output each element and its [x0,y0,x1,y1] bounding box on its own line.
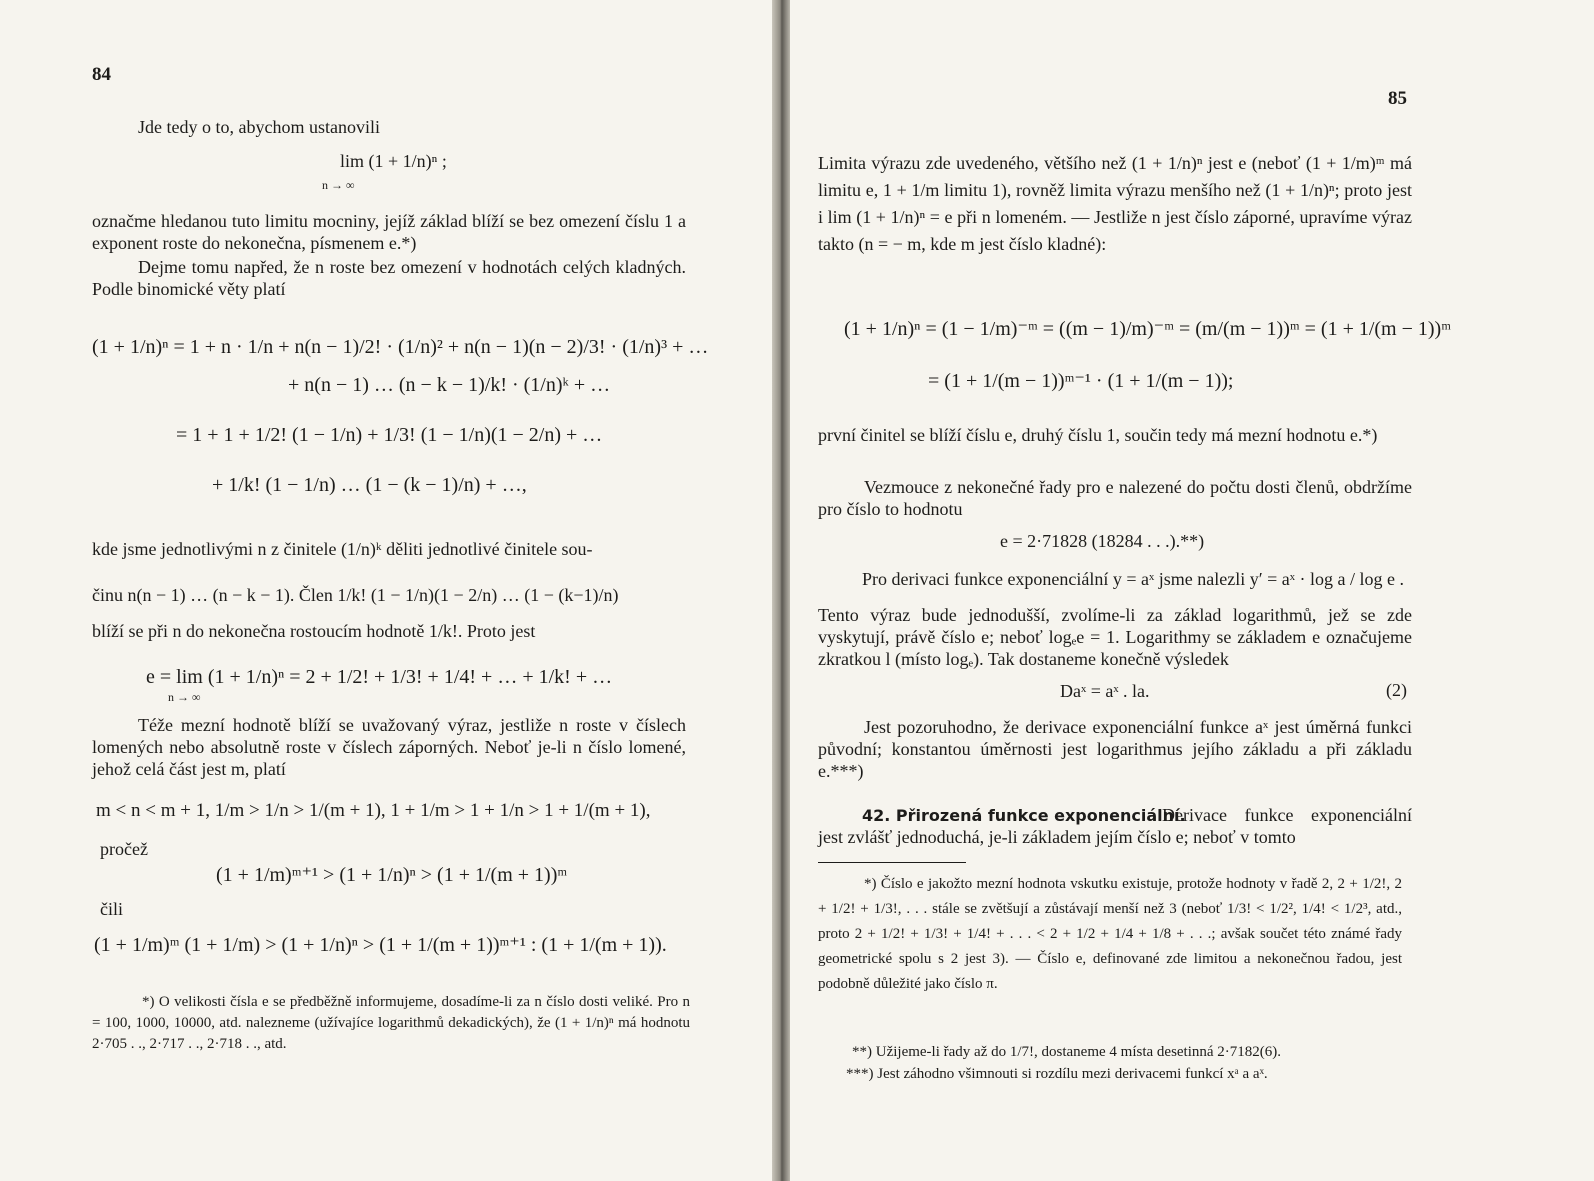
paragraph-line: kde jsme jednotlivými n z činitele (1/n)ᵏ děliti jednotlivé činitele sou- [92,539,593,559]
inequality-line: (1 + 1/m)ᵐ (1 + 1/m) > (1 + 1/n)ⁿ > (1 + 1/(m + 1))ᵐ⁺¹ : (1 + 1/(m + 1)). [94,934,667,956]
page-number: 84 [92,64,111,85]
footnote: *) Číslo e jakožto mezní hodnota vskutku existuje, protože hodnoty v řadě 2, 2 + 1/2!, 2 + 1/2! + 1/3!, . . . stále se zvětšují a zůstávají menší než 3 (neboť 1/3! < 1/2², 1/4! < 1/2³, atd., proto 2 + 1/2! + 1/3! + 1/4! + . . . < 2 + 1/2 + 1/4 + 1/8 + . . .; avšak součet této známé řady geometrické spolu s 2 jest 3). — Číslo e, definované zde limitou a nekonečnou řadou, jest podobně důležité jako číslo π. [818,876,1402,992]
paragraph: první činitel se blíží číslu e, druhý číslu 1, součin tedy má mezní hodnotu e.*) [818,425,1378,445]
inequality-line: m < n < m + 1, 1/m > 1/n > 1/(m + 1), 1 + 1/m > 1 + 1/n > 1 + 1/(m + 1), [96,800,651,821]
book-gutter [772,0,790,1181]
page-number: 85 [1388,88,1407,109]
equation-limit: lim (1 + 1/n)ⁿ ; [340,151,447,171]
paragraph: Dejme tomu napřed, že n roste bez omezení v hodnotách celých kladných. Podle binomické věty platí [92,257,686,299]
paragraph: Tento výraz bude jednodušší, zvolíme-li za základ logarithmů, jež se zde vyskytují, právě číslo e; neboť logₑe = 1. Logarithmy se základem e označujeme zkratkou l (místo logₑ). Tak dostaneme konečně výsledek [818,605,1412,669]
section-title: 42. Přirozená funkce exponenciální. [862,806,1186,825]
equation-negative-n-line: = (1 + 1/(m − 1))ᵐ⁻¹ · (1 + 1/(m − 1)); [928,370,1234,392]
equation-limit-subscript: n → ∞ [322,178,355,192]
footnote: ***) Jest záhodno všimnouti si rozdílu mezi derivacemi funkcí xᵃ a aˣ. [846,1066,1268,1082]
paragraph-line: Pro derivaci funkce exponenciální y = aˣ jsme nalezli y′ = aˣ · log a / log e . [862,569,1404,589]
equation-number: (2) [1386,680,1407,700]
paragraph: Jest pozoruhodno, že derivace exponenciální funkce aˣ jest úměrná funkci původní; konstantou úměrnosti jest logarithmus jejího základu a při základu e.***) [818,717,1412,781]
paragraph-line: činu n(n − 1) … (n − k − 1). Člen 1/k! (1 − 1/n)(1 − 2/n) … (1 − (k−1)/n) [92,585,619,605]
left-page [0,0,772,1181]
paragraph: označme hledanou tuto limitu mocniny, jejíž základ blíží se bez omezení číslu 1 a exponent roste do nekonečna, písmenem e.*) [92,211,686,253]
paragraph: Limita výrazu zde uvedeného, většího než (1 + 1/n)ⁿ jest e (neboť (1 + 1/m)ᵐ má limitu e, 1 + 1/m limitu 1), rovněž limita výrazu menšího než (1 + 1/n)ⁿ; proto jest i lim (1 + 1/n)ⁿ = e při n lomeném. — Jestliže n jest číslo záporné, upravíme výraz takto (n = − m, kde m jest číslo kladné): [818,153,1412,254]
right-page [790,0,1594,1181]
intro-text: Jde tedy o to, abychom ustanovili [138,117,380,137]
word: pročež [100,839,148,859]
binomial-expansion-line: + n(n − 1) … (n − k − 1)/k! · (1/n)ᵏ + … [288,374,611,396]
equation-negative-n-line: (1 + 1/n)ⁿ = (1 − 1/m)⁻ᵐ = ((m − 1)/m)⁻ᵐ = (m/(m − 1))ᵐ = (1 + 1/(m − 1))ᵐ [844,318,1451,340]
binomial-expansion-line: (1 + 1/n)ⁿ = 1 + n · 1/n + n(n − 1)/2! · (1/n)² + n(n − 1)(n − 2)/3! · (1/n)³ + … [92,336,709,358]
footnote: **) Užijeme-li řady až do 1/7!, dostaneme 4 místa desetinná 2·7182(6). [852,1044,1282,1060]
paragraph: Derivace funkce exponenciální jest zvlášť jednoduchá, je-li základem jejím číslo e; neboť v tomto [818,805,1412,847]
paragraph: Téže mezní hodnotě blíží se uvažovaný výraz, jestliže n roste v číslech lomených nebo absolutně roste v číslech záporných. Neboť je-li n číslo lomené, jehož celá část jest m, platí [92,715,686,779]
equation-e-series: e = lim (1 + 1/n)ⁿ = 2 + 1/2! + 1/3! + 1/4! + … + 1/k! + … [146,666,613,688]
footnote: *) O velikosti čísla e se předběžně informujeme, dosadíme-li za n číslo dosti veliké. Pro n = 100, 1000, 10000, atd. nalezneme (užívajíce logarithmů dekadických), že (1 + 1/n)ⁿ má hodnotu 2·705 . ., 2·717 . ., 2·718 . ., atd. [92,994,690,1052]
word: čili [100,899,123,919]
paragraph: Vezmouce z nekonečné řady pro e nalezené do počtu dosti členů, obdržíme pro číslo to hodnotu [818,477,1412,519]
binomial-expansion-line: + 1/k! (1 − 1/n) … (1 − (k − 1)/n) + …, [212,474,527,496]
equation-e-value: e = 2·71828 (18284 . . .).**) [1000,531,1205,551]
binomial-expansion-line: = 1 + 1 + 1/2! (1 − 1/n) + 1/3! (1 − 1/n)(1 − 2/n) + … [176,424,603,446]
paragraph-line: blíží se při n do nekonečna rostoucím hodnotě 1/k!. Proto jest [92,621,536,641]
equation-derivative: Daˣ = aˣ . la. [1060,681,1150,701]
inequality-line: (1 + 1/m)ᵐ⁺¹ > (1 + 1/n)ⁿ > (1 + 1/(m + 1))ᵐ [216,864,568,886]
footnote-rule [818,862,966,863]
equation-e-subscript: n → ∞ [168,690,201,704]
